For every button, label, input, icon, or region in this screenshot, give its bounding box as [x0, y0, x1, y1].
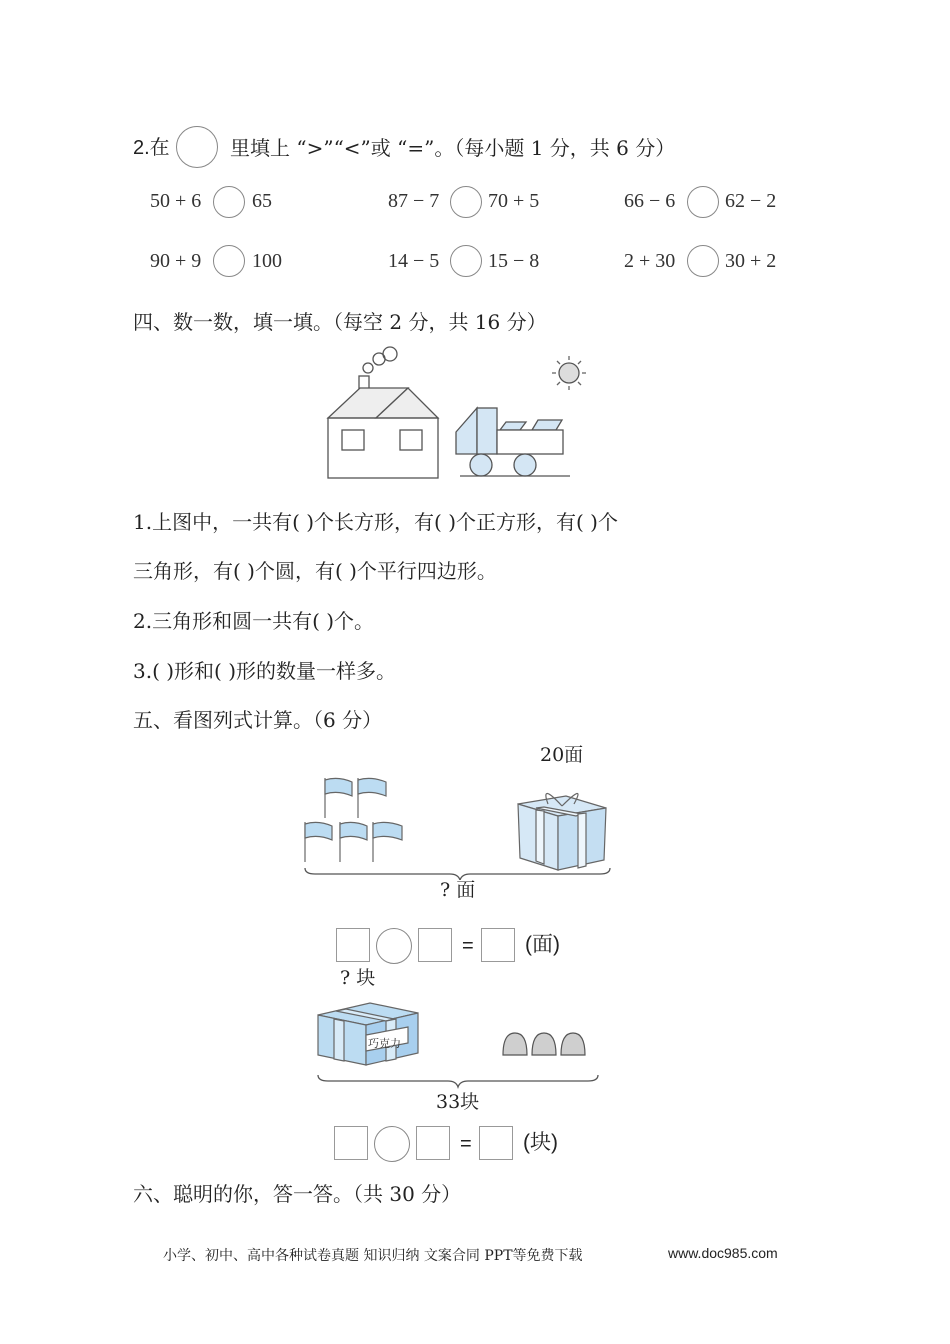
flags-gift-figure	[300, 770, 620, 880]
unit-label: (块)	[523, 1131, 558, 1154]
expr-left: 2 + 30	[624, 250, 676, 272]
chocolate-figure	[310, 995, 610, 1100]
chocolate-piece	[561, 1033, 585, 1055]
compare-circle[interactable]	[213, 245, 245, 277]
answer-box[interactable]	[416, 1126, 450, 1160]
total-label: 33块	[436, 1091, 480, 1113]
cargo-parallelogram	[532, 420, 562, 430]
section5-title: 五、看图列式计算。（6 分）	[133, 708, 383, 732]
expr-right: 100	[252, 250, 282, 272]
expr-right: 65	[252, 190, 272, 212]
truck-cab	[477, 408, 497, 454]
expr-left: 66 − 6	[624, 190, 676, 212]
flag	[358, 778, 386, 796]
compare-circle[interactable]	[687, 245, 719, 277]
expr-right: 15 − 8	[488, 250, 540, 272]
answer-box[interactable]	[336, 928, 370, 962]
instruction-circle	[176, 126, 218, 168]
flag	[305, 822, 332, 840]
brace	[318, 1075, 598, 1087]
q4-1a: 1.上图中，一共有( )个长方形，有( )个正方形，有( )个	[133, 510, 618, 534]
compare-circle[interactable]	[213, 186, 245, 218]
operator-circle[interactable]	[374, 1126, 410, 1162]
chocolate-piece	[503, 1033, 527, 1055]
total-label: ? 面	[440, 879, 476, 901]
q4-2: 2.三角形和圆一共有( )个。	[133, 609, 375, 633]
gift-box	[518, 793, 606, 870]
truck-bed	[497, 430, 563, 454]
operator-circle[interactable]	[376, 928, 412, 964]
expr-left: 50 + 6	[150, 190, 202, 212]
wheel	[470, 454, 492, 476]
q4-1b: 三角形，有( )个圆，有( )个平行四边形。	[133, 559, 497, 583]
sun	[559, 363, 579, 383]
smoke-circle	[363, 363, 373, 373]
answer-box[interactable]	[481, 928, 515, 962]
wheel	[514, 454, 536, 476]
compare-circle[interactable]	[687, 186, 719, 218]
expr-left: 14 − 5	[388, 250, 440, 272]
footer-url[interactable]: www.doc985.com	[668, 1245, 778, 1261]
compare-circle[interactable]	[450, 186, 482, 218]
compare-prefix: 2.在	[133, 137, 170, 159]
answer-box[interactable]	[334, 1126, 368, 1160]
truck-cab-triangle	[456, 408, 477, 454]
expr-right: 30 + 2	[725, 250, 777, 272]
house-truck-figure	[320, 342, 610, 482]
chocolate-box	[318, 1003, 418, 1065]
section6-title: 六、聪明的你，答一答。（共 30 分）	[133, 1182, 462, 1206]
box-text: 巧克力	[368, 1037, 401, 1050]
unit-label: (面)	[525, 933, 560, 956]
equals-sign: =	[462, 935, 474, 957]
expr-right: 62 − 2	[725, 190, 777, 212]
answer-box[interactable]	[418, 928, 452, 962]
flag	[325, 778, 352, 796]
box-label: ? 块	[340, 967, 376, 989]
section4-title: 四、数一数，填一填。（每空 2 分，共 16 分）	[133, 310, 547, 334]
gift-label: 20面	[540, 744, 584, 766]
cargo-parallelogram	[500, 422, 526, 430]
footer-text: 小学、初中、高中各种试卷真题 知识归纳 文案合同 PPT等免费下载	[163, 1248, 583, 1264]
house-window	[400, 430, 422, 450]
q4-3: 3.( )形和( )形的数量一样多。	[133, 659, 397, 683]
expr-left: 90 + 9	[150, 250, 202, 272]
expr-left: 87 − 7	[388, 190, 440, 212]
smoke-circle	[383, 347, 397, 361]
compare-circle[interactable]	[450, 245, 482, 277]
compare-instruction: 里填上 “>”“<”或 “=”。（每小题 1 分，共 6 分）	[230, 136, 676, 160]
flag	[373, 822, 402, 840]
expr-right: 70 + 5	[488, 190, 540, 212]
chocolate-piece	[532, 1033, 556, 1055]
equals-sign: =	[460, 1133, 472, 1155]
answer-box[interactable]	[479, 1126, 513, 1160]
house-window	[342, 430, 364, 450]
flag	[340, 822, 367, 840]
